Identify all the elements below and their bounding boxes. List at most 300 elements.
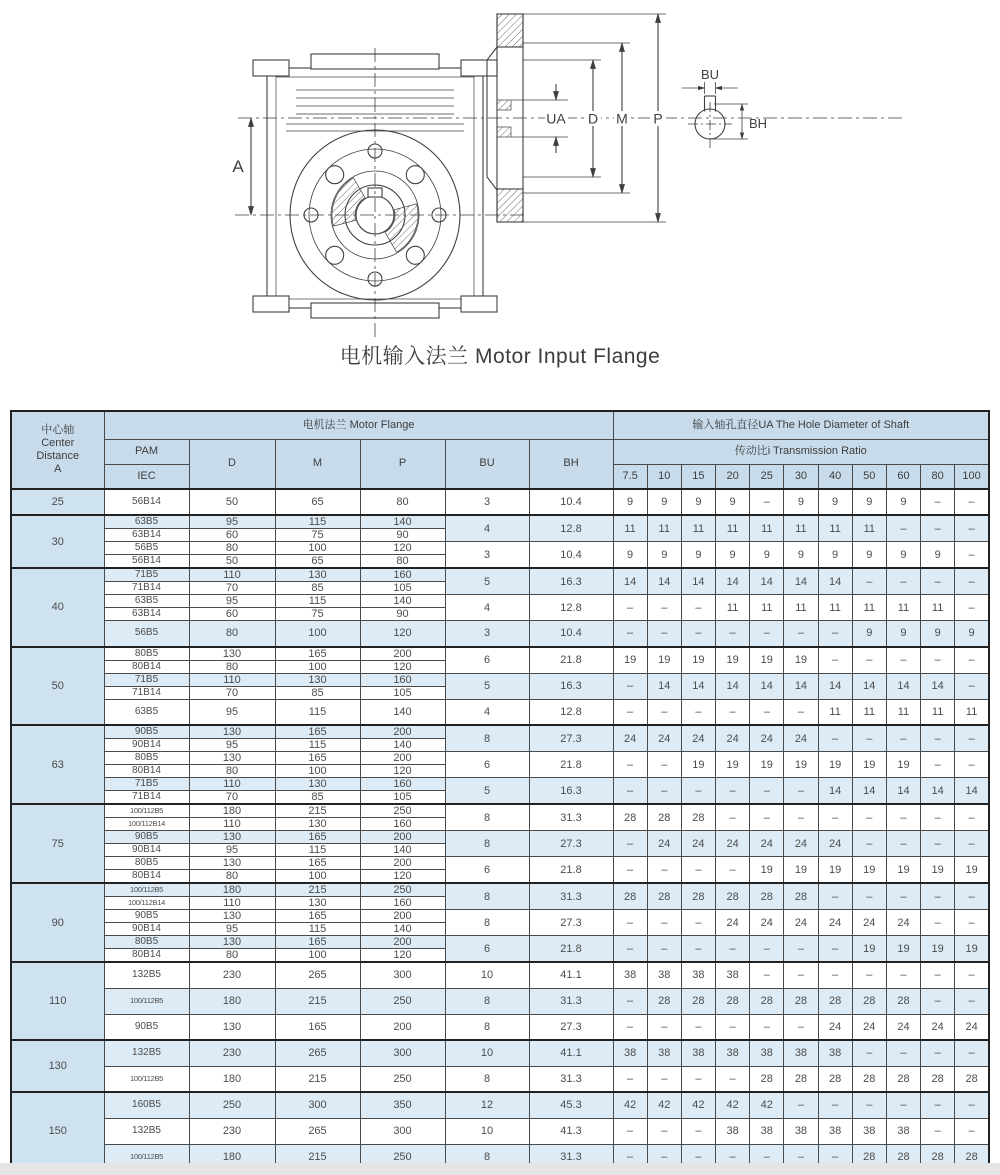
ratio-cell: –: [886, 1092, 920, 1118]
ratio-cell: –: [613, 778, 647, 805]
bu-cell: 6: [445, 752, 529, 778]
ratio-cell: 11: [716, 515, 750, 542]
ratio-cell: 14: [750, 568, 784, 595]
ratio-cell: 28: [647, 988, 681, 1014]
ratio-cell: –: [681, 699, 715, 725]
ratio-cell: 24: [818, 831, 852, 857]
pam-cell: 90B14: [104, 739, 189, 752]
ratio-cell: 19: [852, 857, 886, 884]
center-distance-value: 75: [11, 804, 104, 883]
m-cell: 165: [275, 725, 360, 739]
ratio-cell: 38: [613, 962, 647, 988]
pam-cell: 90B14: [104, 923, 189, 936]
m-cell: 100: [275, 621, 360, 647]
ratio-cell: 28: [955, 1066, 989, 1092]
ratio-cell: 24: [886, 1014, 920, 1040]
dim-label-a: A: [232, 157, 244, 176]
bh-cell: 41.1: [529, 1040, 613, 1066]
ratio-cell: 11: [886, 699, 920, 725]
d-cell: 130: [189, 936, 275, 949]
d-cell: 180: [189, 988, 275, 1014]
header-ratio-value: 50: [852, 464, 886, 489]
ratio-cell: –: [613, 595, 647, 621]
ratio-cell: –: [613, 988, 647, 1014]
m-cell: 100: [275, 765, 360, 778]
ratio-cell: –: [955, 1118, 989, 1144]
ratio-cell: –: [750, 962, 784, 988]
ratio-cell: 11: [750, 595, 784, 621]
ratio-cell: –: [716, 1014, 750, 1040]
ratio-cell: –: [613, 673, 647, 699]
ratio-cell: 28: [716, 883, 750, 910]
ratio-cell: –: [647, 936, 681, 963]
p-cell: 120: [360, 542, 445, 555]
pam-cell: 71B14: [104, 791, 189, 805]
p-cell: 200: [360, 831, 445, 844]
ratio-cell: 9: [647, 542, 681, 569]
ratio-cell: 28: [681, 883, 715, 910]
ratio-cell: 14: [647, 673, 681, 699]
m-cell: 165: [275, 857, 360, 870]
ratio-cell: –: [716, 857, 750, 884]
m-cell: 100: [275, 949, 360, 963]
ratio-cell: –: [886, 647, 920, 674]
ratio-cell: 28: [784, 883, 818, 910]
ratio-cell: 9: [716, 542, 750, 569]
ratio-cell: 11: [750, 515, 784, 542]
ratio-cell: 14: [921, 673, 955, 699]
pam-cell: 71B5: [104, 673, 189, 686]
ratio-cell: –: [852, 883, 886, 910]
m-cell: 130: [275, 818, 360, 831]
ratio-cell: –: [818, 647, 852, 674]
ratio-cell: 28: [818, 988, 852, 1014]
ratio-cell: 24: [886, 910, 920, 936]
ratio-cell: –: [681, 1066, 715, 1092]
m-cell: 265: [275, 962, 360, 988]
ratio-cell: 28: [716, 988, 750, 1014]
ratio-cell: –: [647, 595, 681, 621]
ratio-cell: –: [921, 568, 955, 595]
ratio-cell: 11: [681, 515, 715, 542]
ratio-cell: –: [955, 988, 989, 1014]
ratio-cell: 9: [921, 542, 955, 569]
ratio-cell: –: [955, 962, 989, 988]
m-cell: 65: [275, 489, 360, 515]
ratio-cell: –: [613, 910, 647, 936]
ratio-cell: 9: [852, 621, 886, 647]
pam-cell: 71B5: [104, 568, 189, 582]
ratio-cell: 9: [681, 489, 715, 515]
m-cell: 215: [275, 1066, 360, 1092]
ratio-cell: –: [955, 910, 989, 936]
header-motor-flange: 电机法兰 Motor Flange: [104, 411, 613, 439]
ratio-cell: 28: [886, 1144, 920, 1170]
ratio-cell: –: [818, 936, 852, 963]
pam-cell: 90B5: [104, 725, 189, 739]
pam-cell: 80B5: [104, 752, 189, 765]
ratio-cell: –: [647, 621, 681, 647]
pam-cell: 63B5: [104, 699, 189, 725]
bu-cell: 8: [445, 910, 529, 936]
bh-cell: 21.8: [529, 936, 613, 963]
ratio-cell: 14: [647, 568, 681, 595]
ratio-cell: 14: [716, 673, 750, 699]
d-cell: 95: [189, 515, 275, 529]
ratio-cell: 24: [784, 831, 818, 857]
m-cell: 100: [275, 870, 360, 884]
d-cell: 130: [189, 857, 275, 870]
header-shaft-hole-diameter: 输入轴孔直径UA The Hole Diameter of Shaft: [613, 411, 989, 439]
ratio-cell: 11: [818, 515, 852, 542]
ratio-cell: 38: [784, 1118, 818, 1144]
m-cell: 215: [275, 883, 360, 897]
m-cell: 130: [275, 897, 360, 910]
ratio-cell: 28: [647, 883, 681, 910]
header-ratio-value: 7.5: [613, 464, 647, 489]
page-bottom-strip: [0, 1163, 1000, 1175]
ratio-cell: 14: [852, 673, 886, 699]
ratio-cell: 19: [681, 647, 715, 674]
ratio-cell: –: [681, 910, 715, 936]
ratio-cell: 24: [716, 831, 750, 857]
ratio-cell: –: [750, 778, 784, 805]
ratio-cell: –: [955, 752, 989, 778]
ratio-cell: –: [613, 1144, 647, 1170]
header-ratio-value: 15: [681, 464, 715, 489]
bh-cell: 41.1: [529, 962, 613, 988]
pam-cell: 71B14: [104, 686, 189, 699]
d-cell: 80: [189, 660, 275, 673]
ratio-cell: 11: [818, 699, 852, 725]
ratio-cell: –: [886, 883, 920, 910]
pam-cell: 63B5: [104, 515, 189, 529]
ratio-cell: 24: [784, 725, 818, 752]
ratio-cell: 11: [784, 595, 818, 621]
ratio-cell: 9: [886, 489, 920, 515]
m-cell: 65: [275, 555, 360, 569]
pam-cell: 100/112B5: [104, 804, 189, 818]
dim-label-bu: BU: [700, 67, 720, 82]
ratio-cell: 38: [852, 1118, 886, 1144]
ratio-cell: –: [852, 568, 886, 595]
ratio-cell: 9: [750, 542, 784, 569]
drawing-svg: [0, 0, 1000, 340]
d-cell: 95: [189, 739, 275, 752]
p-cell: 300: [360, 1040, 445, 1066]
ratio-cell: 24: [613, 725, 647, 752]
p-cell: 90: [360, 529, 445, 542]
ratio-cell: 14: [681, 673, 715, 699]
p-cell: 120: [360, 765, 445, 778]
bu-cell: 4: [445, 595, 529, 621]
ratio-cell: 9: [647, 489, 681, 515]
ratio-cell: 38: [716, 1118, 750, 1144]
ratio-cell: –: [886, 515, 920, 542]
ratio-cell: 19: [681, 752, 715, 778]
m-cell: 115: [275, 844, 360, 857]
ratio-cell: 28: [886, 988, 920, 1014]
d-cell: 180: [189, 1144, 275, 1170]
ratio-cell: 9: [818, 542, 852, 569]
ratio-cell: 38: [647, 962, 681, 988]
d-cell: 60: [189, 608, 275, 621]
p-cell: 200: [360, 857, 445, 870]
ratio-cell: –: [818, 962, 852, 988]
p-cell: 105: [360, 582, 445, 595]
ratio-cell: 14: [818, 778, 852, 805]
ratio-cell: –: [681, 857, 715, 884]
m-cell: 300: [275, 1092, 360, 1118]
ratio-cell: 24: [818, 910, 852, 936]
p-cell: 200: [360, 1014, 445, 1040]
header-ratio-value: 60: [886, 464, 920, 489]
ratio-cell: –: [921, 883, 955, 910]
ratio-cell: 11: [818, 595, 852, 621]
ratio-cell: –: [852, 831, 886, 857]
bh-cell: 10.4: [529, 542, 613, 569]
ratio-cell: –: [784, 962, 818, 988]
ratio-cell: 19: [886, 936, 920, 963]
bh-cell: 31.3: [529, 883, 613, 910]
ratio-cell: 24: [716, 725, 750, 752]
ratio-cell: –: [921, 725, 955, 752]
ratio-cell: –: [784, 804, 818, 831]
pam-cell: 80B5: [104, 936, 189, 949]
ratio-cell: 11: [955, 699, 989, 725]
bh-cell: 27.3: [529, 831, 613, 857]
ratio-cell: –: [818, 804, 852, 831]
bh-cell: 21.8: [529, 647, 613, 674]
ratio-cell: 24: [818, 1014, 852, 1040]
bu-cell: 10: [445, 962, 529, 988]
ratio-cell: 14: [716, 568, 750, 595]
ratio-cell: –: [921, 962, 955, 988]
header-ratio-value: 30: [784, 464, 818, 489]
ratio-cell: 9: [784, 489, 818, 515]
center-distance-value: 40: [11, 568, 104, 647]
d-cell: 110: [189, 818, 275, 831]
pam-cell: 63B5: [104, 595, 189, 608]
ratio-cell: –: [750, 804, 784, 831]
m-cell: 115: [275, 699, 360, 725]
pam-cell: 90B5: [104, 831, 189, 844]
ratio-cell: 9: [613, 489, 647, 515]
center-distance-value: 25: [11, 489, 104, 515]
ratio-cell: 38: [716, 1040, 750, 1066]
pam-cell: 56B14: [104, 555, 189, 569]
m-cell: 100: [275, 542, 360, 555]
pam-cell: 100/112B5: [104, 1066, 189, 1092]
ratio-cell: –: [647, 1118, 681, 1144]
ratio-cell: 19: [750, 647, 784, 674]
center-distance-value: 130: [11, 1040, 104, 1092]
p-cell: 250: [360, 1066, 445, 1092]
pam-cell: 132B5: [104, 1118, 189, 1144]
bu-cell: 10: [445, 1118, 529, 1144]
ratio-cell: 19: [716, 647, 750, 674]
pam-cell: 80B14: [104, 660, 189, 673]
p-cell: 160: [360, 818, 445, 831]
d-cell: 230: [189, 1040, 275, 1066]
p-cell: 300: [360, 962, 445, 988]
d-cell: 80: [189, 765, 275, 778]
d-cell: 70: [189, 791, 275, 805]
m-cell: 165: [275, 752, 360, 765]
d-cell: 95: [189, 699, 275, 725]
d-cell: 70: [189, 582, 275, 595]
ratio-cell: 14: [886, 778, 920, 805]
ratio-cell: 28: [613, 883, 647, 910]
dim-label-d: D: [587, 110, 599, 127]
dim-label-m: M: [616, 110, 628, 127]
p-cell: 140: [360, 923, 445, 936]
ratio-cell: 11: [852, 699, 886, 725]
ratio-cell: 38: [818, 1040, 852, 1066]
m-cell: 115: [275, 515, 360, 529]
ratio-cell: 19: [921, 936, 955, 963]
ratio-cell: –: [852, 725, 886, 752]
pam-cell: 56B14: [104, 489, 189, 515]
ratio-cell: 11: [784, 515, 818, 542]
header-dim-p: P: [360, 439, 445, 489]
pam-cell: 80B14: [104, 870, 189, 884]
bu-cell: 12: [445, 1092, 529, 1118]
header-transmission-ratio: 传动比i Transmission Ratio: [613, 439, 989, 464]
ratio-cell: 19: [818, 752, 852, 778]
m-cell: 100: [275, 660, 360, 673]
ratio-cell: 14: [955, 778, 989, 805]
p-cell: 200: [360, 725, 445, 739]
pam-cell: 100/112B5: [104, 883, 189, 897]
ratio-cell: 19: [750, 857, 784, 884]
m-cell: 165: [275, 831, 360, 844]
ratio-cell: 24: [750, 910, 784, 936]
ratio-cell: –: [681, 936, 715, 963]
center-distance-value: 63: [11, 725, 104, 804]
ratio-cell: –: [818, 883, 852, 910]
ratio-cell: 28: [852, 988, 886, 1014]
ratio-cell: –: [716, 621, 750, 647]
header-dim-m: M: [275, 439, 360, 489]
ratio-cell: –: [921, 831, 955, 857]
ratio-cell: –: [716, 936, 750, 963]
ratio-cell: 19: [921, 857, 955, 884]
bu-cell: 8: [445, 1014, 529, 1040]
m-cell: 85: [275, 791, 360, 805]
ratio-cell: –: [716, 778, 750, 805]
p-cell: 140: [360, 844, 445, 857]
ratio-cell: –: [681, 595, 715, 621]
bh-cell: 27.3: [529, 1014, 613, 1040]
bh-cell: 16.3: [529, 778, 613, 805]
ratio-cell: –: [784, 621, 818, 647]
bu-cell: 6: [445, 857, 529, 884]
m-cell: 265: [275, 1040, 360, 1066]
ratio-cell: 24: [852, 1014, 886, 1040]
ratio-cell: 14: [921, 778, 955, 805]
bu-cell: 4: [445, 699, 529, 725]
ratio-cell: 9: [818, 489, 852, 515]
ratio-cell: 28: [750, 988, 784, 1014]
ratio-cell: 9: [613, 542, 647, 569]
ratio-cell: –: [955, 725, 989, 752]
ratio-cell: –: [784, 1014, 818, 1040]
header-iec: IEC: [104, 464, 189, 489]
ratio-cell: –: [921, 910, 955, 936]
ratio-cell: 38: [750, 1118, 784, 1144]
ratio-cell: –: [613, 936, 647, 963]
pam-cell: 71B5: [104, 778, 189, 791]
d-cell: 95: [189, 923, 275, 936]
d-cell: 180: [189, 804, 275, 818]
ratio-cell: 11: [921, 595, 955, 621]
ratio-cell: –: [921, 1092, 955, 1118]
ratio-cell: 19: [818, 857, 852, 884]
bh-cell: 31.3: [529, 988, 613, 1014]
bu-cell: 8: [445, 831, 529, 857]
ratio-cell: 28: [886, 1066, 920, 1092]
ratio-cell: 24: [681, 831, 715, 857]
ratio-cell: 14: [750, 673, 784, 699]
ratio-cell: 28: [818, 1066, 852, 1092]
ratio-cell: 14: [784, 568, 818, 595]
d-cell: 80: [189, 621, 275, 647]
header-ratio-value: 40: [818, 464, 852, 489]
p-cell: 140: [360, 515, 445, 529]
ratio-cell: –: [921, 752, 955, 778]
ratio-cell: 11: [886, 595, 920, 621]
bh-cell: 21.8: [529, 857, 613, 884]
ratio-cell: –: [647, 1014, 681, 1040]
ratio-cell: 9: [886, 542, 920, 569]
ratio-cell: –: [886, 804, 920, 831]
bu-cell: 6: [445, 647, 529, 674]
ratio-cell: –: [750, 936, 784, 963]
d-cell: 130: [189, 725, 275, 739]
m-cell: 130: [275, 673, 360, 686]
ratio-cell: –: [921, 647, 955, 674]
m-cell: 115: [275, 923, 360, 936]
d-cell: 95: [189, 595, 275, 608]
ratio-cell: –: [716, 804, 750, 831]
ratio-cell: 9: [681, 542, 715, 569]
bh-cell: 12.8: [529, 595, 613, 621]
bh-cell: 10.4: [529, 489, 613, 515]
m-cell: 115: [275, 595, 360, 608]
header-ratio-value: 80: [921, 464, 955, 489]
ratio-cell: –: [921, 804, 955, 831]
ratio-cell: –: [681, 1144, 715, 1170]
ratio-cell: –: [955, 568, 989, 595]
ratio-cell: –: [818, 725, 852, 752]
p-cell: 200: [360, 910, 445, 923]
bh-cell: 12.8: [529, 699, 613, 725]
pam-cell: 90B5: [104, 910, 189, 923]
ratio-cell: 19: [784, 647, 818, 674]
ratio-cell: –: [886, 831, 920, 857]
ratio-cell: –: [818, 1144, 852, 1170]
pam-cell: 90B14: [104, 844, 189, 857]
ratio-cell: 38: [647, 1040, 681, 1066]
ratio-cell: 28: [681, 988, 715, 1014]
ratio-cell: –: [921, 515, 955, 542]
ratio-cell: –: [750, 489, 784, 515]
bu-cell: 8: [445, 804, 529, 831]
ratio-cell: 28: [681, 804, 715, 831]
ratio-cell: –: [647, 1144, 681, 1170]
ratio-cell: –: [921, 988, 955, 1014]
